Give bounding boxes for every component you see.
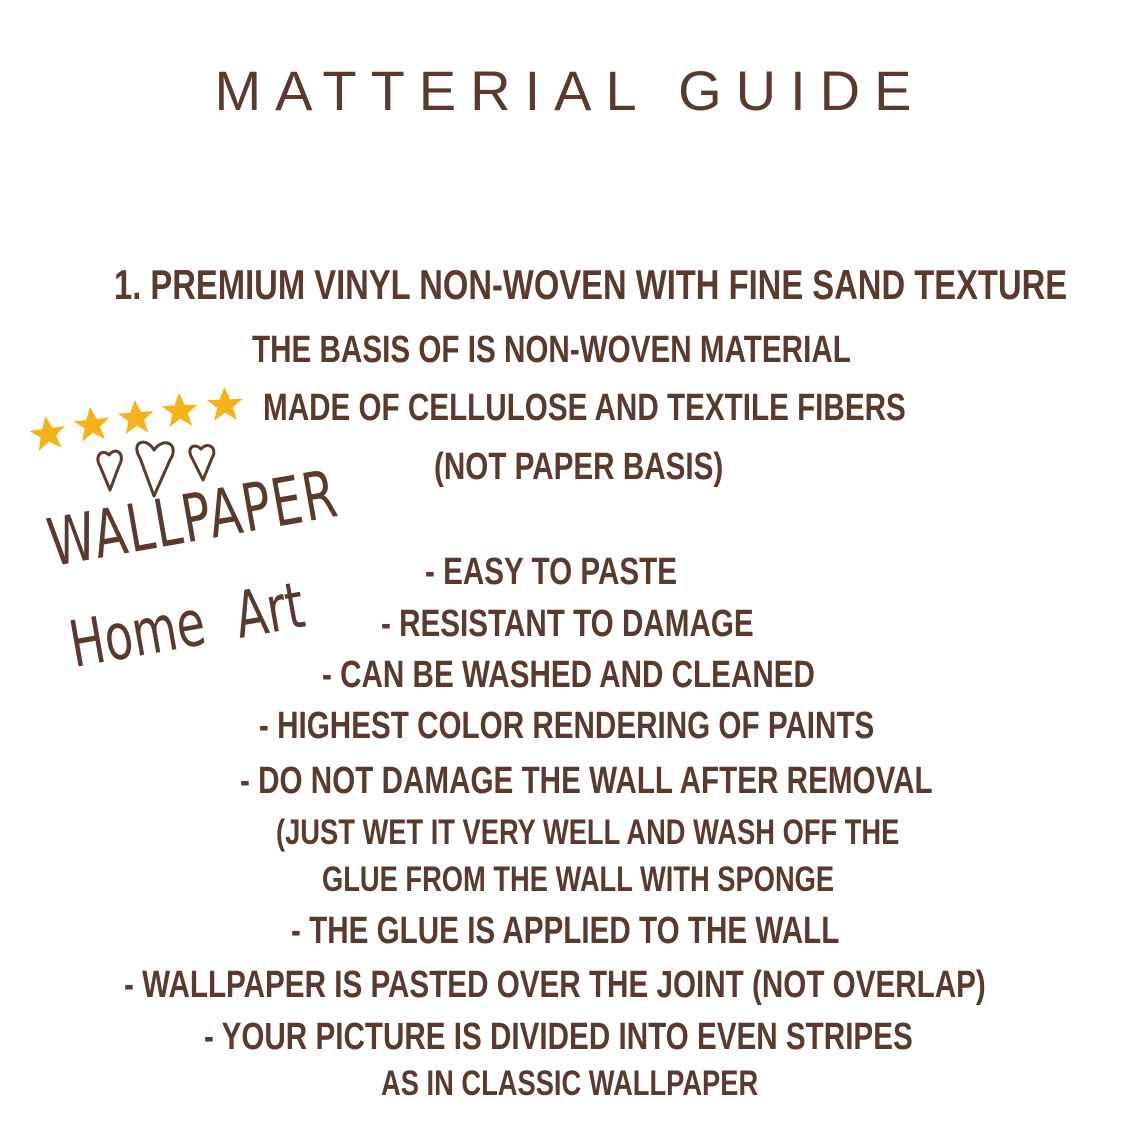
removal-note-line-2: GLUE FROM THE WALL WITH SPONGE: [322, 860, 835, 899]
logo-home-art: Home Art: [64, 568, 310, 683]
logo-wallpaper: WALLPAPER: [42, 455, 344, 582]
star-icon: [206, 386, 243, 421]
star-icon: [28, 414, 68, 452]
material-heading: 1. PREMIUM VINYL NON-WOVEN WITH FINE SAND TEXTURE: [114, 261, 1068, 308]
star-icon: [72, 405, 111, 442]
basis-line-1: THE BASIS OF IS NON-WOVEN MATERIAL: [252, 329, 851, 371]
feature-no-damage: - DO NOT DAMAGE THE WALL AFTER REMOVAL: [240, 760, 933, 802]
star-icon: [161, 392, 199, 427]
feature-classic: AS IN CLASSIC WALLPAPER: [381, 1064, 759, 1103]
feature-joint: - WALLPAPER IS PASTED OVER THE JOINT (NOT OVERLAP): [124, 964, 986, 1006]
feature-color-rendering: - HIGHEST COLOR RENDERING OF PAINTS: [259, 705, 875, 747]
basis-line-2: MADE OF CELLULOSE AND TEXTILE FIBERS: [263, 387, 906, 429]
removal-note-line-1: (JUST WET IT VERY WELL AND WASH OFF THE: [276, 813, 900, 852]
page-title: MATTERIAL GUIDE: [214, 59, 926, 122]
basis-line-3: (NOT PAPER BASIS): [434, 446, 724, 488]
feature-glue-wall: - THE GLUE IS APPLIED TO THE WALL: [291, 910, 840, 952]
feature-easy-paste: - EASY TO PASTE: [425, 551, 678, 593]
feature-washable: - CAN BE WASHED AND CLEANED: [322, 654, 815, 696]
feature-resistant: - RESISTANT TO DAMAGE: [381, 603, 754, 645]
star-icon: [117, 399, 155, 435]
feature-stripes: - YOUR PICTURE IS DIVIDED INTO EVEN STRIPES: [204, 1016, 913, 1058]
